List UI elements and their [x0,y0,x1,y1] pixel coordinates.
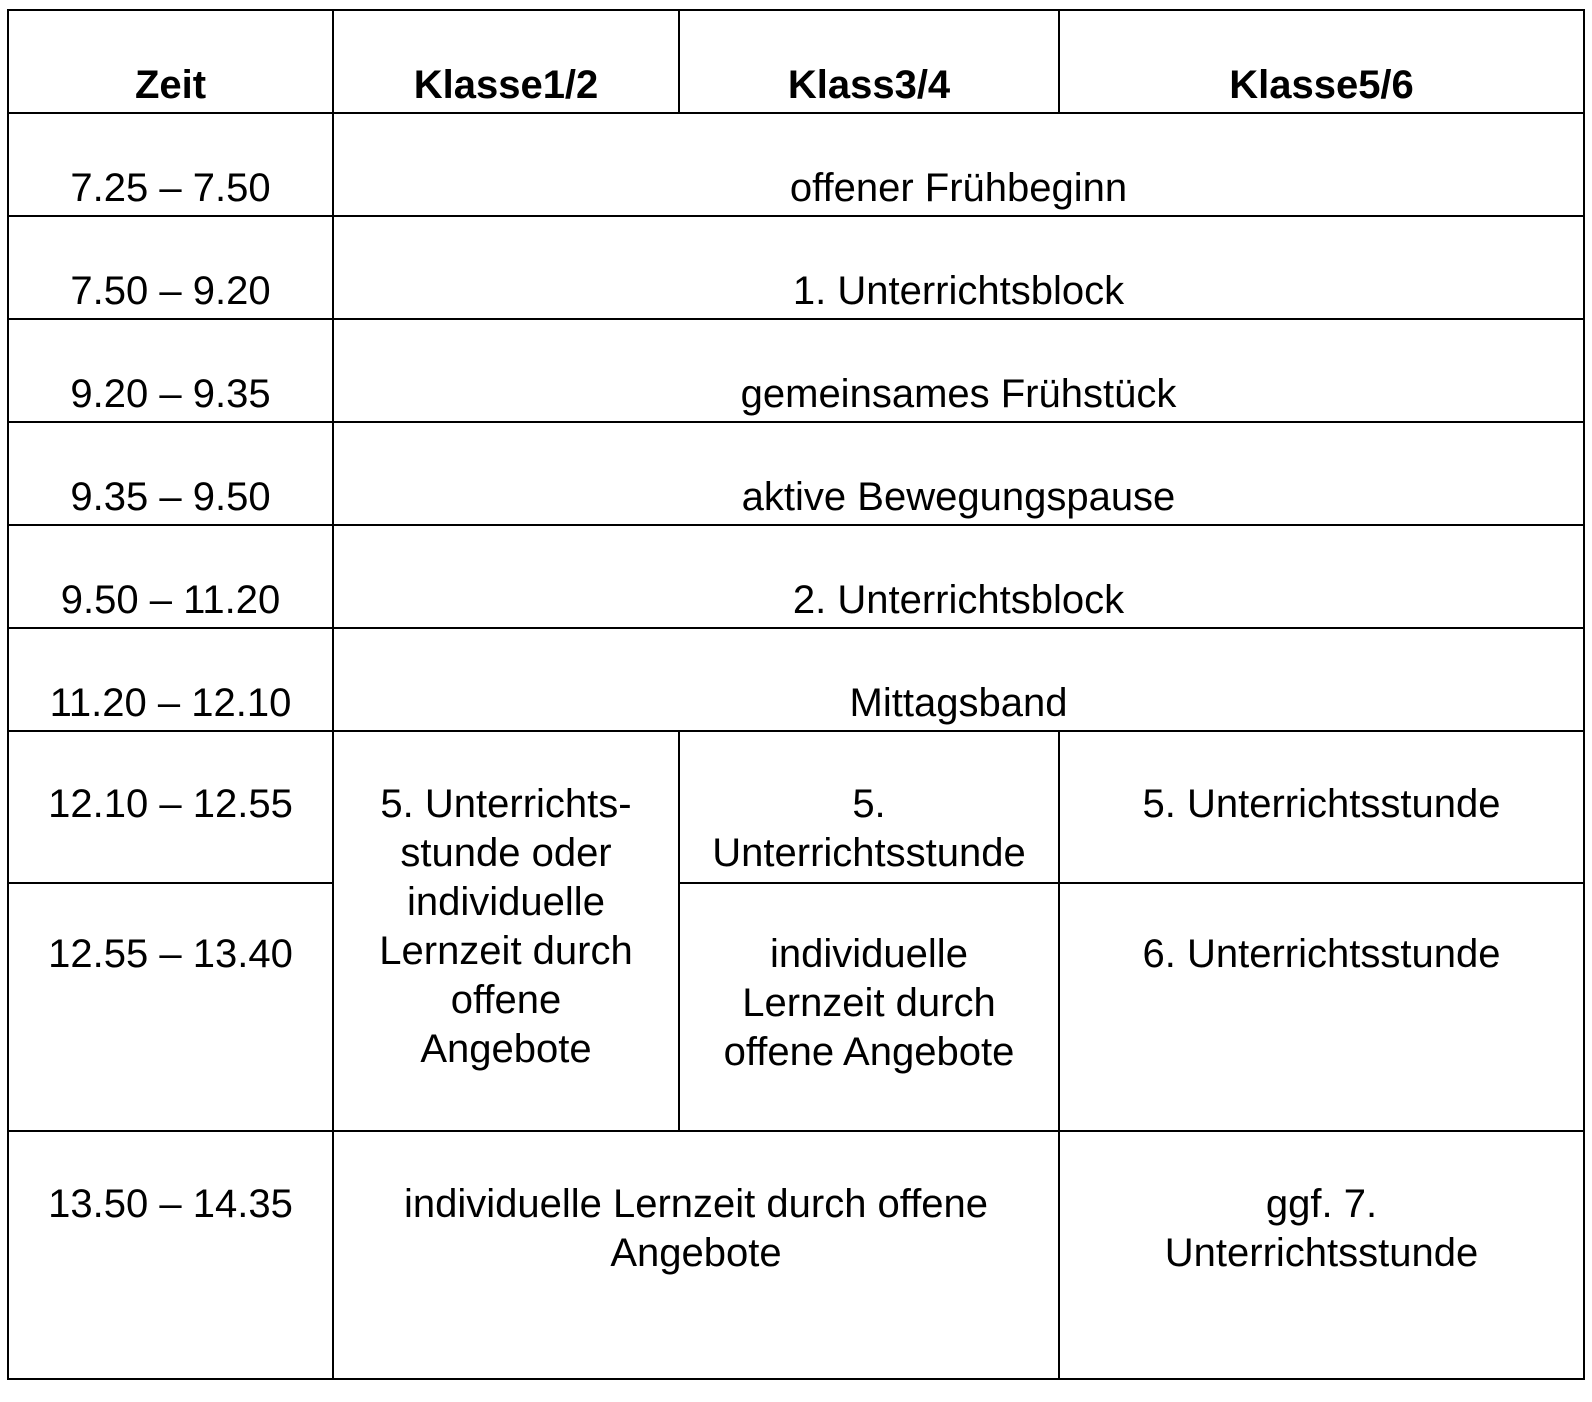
klasse-5-6-cell: 5. Unterrichtsstunde [1059,731,1584,883]
table-row [8,883,1584,1131]
time-cell: 9.35 – 9.50 [8,422,333,525]
time-cell: 9.20 – 9.35 [8,319,333,422]
activity-cell: Mittagsband [333,628,1584,731]
table-row [8,113,1584,216]
cell-line: ggf. 7. [1265,1182,1378,1226]
klasse-5-6-cell [1059,1131,1584,1379]
cell-line: offene Angebote [723,1030,1015,1074]
time-cell: 11.20 – 12.10 [8,628,333,731]
cell-line: individuelle Lernzeit durch offene [403,1182,989,1226]
cell-line: Lernzeit durch [742,981,996,1025]
time-cell: 12.55 – 13.40 [8,883,333,1131]
klasse-5-6-cell: 6. Unterrichtsstunde [1059,883,1584,1131]
header-klasse-1-2: Klasse1/2 [333,10,679,113]
cell-line: Angebote [420,1027,592,1071]
klasse-1-4-cell [333,1131,1059,1379]
cell-line: offene [450,978,562,1022]
activity-cell: aktive Bewegungspause [333,422,1584,525]
klasse-3-4-cell [679,731,1059,883]
cell-line: individuelle [770,932,968,976]
activity-cell: 2. Unterrichtsblock [333,525,1584,628]
time-cell: 9.50 – 11.20 [8,525,333,628]
cell-line: Angebote [610,1231,782,1275]
cell-line: Unterrichtsstunde [1164,1231,1479,1275]
table-row [8,525,1584,628]
table-row [8,319,1584,422]
schedule-table [7,9,1585,1380]
header-zeit: Zeit [8,10,333,113]
table-row [8,731,1584,883]
header-klasse-5-6: Klasse5/6 [1059,10,1584,113]
activity-cell: 1. Unterrichtsblock [333,216,1584,319]
header-row [8,10,1584,113]
activity-cell: offener Frühbeginn [333,113,1584,216]
cell-line: stunde oder [400,831,612,875]
table-row [8,216,1584,319]
time-cell: 7.50 – 9.20 [8,216,333,319]
klasse-3-4-cell [679,883,1059,1131]
table-row [8,628,1584,731]
cell-line: individuelle [407,880,605,924]
header-klasse-3-4: Klass3/4 [679,10,1059,113]
activity-cell: gemeinsames Frühstück [333,319,1584,422]
time-cell: 12.10 – 12.55 [8,731,333,883]
klasse-1-2-cell [333,731,679,1131]
cell-line: 5. [852,782,886,826]
cell-line: Lernzeit durch [379,929,633,973]
time-cell: 7.25 – 7.50 [8,113,333,216]
cell-line: 5. Unterrichts- [380,782,632,826]
cell-line: Unterrichtsstunde [712,831,1026,875]
table-row [8,422,1584,525]
time-cell: 13.50 – 14.35 [8,1131,333,1379]
table-row [8,1131,1584,1379]
